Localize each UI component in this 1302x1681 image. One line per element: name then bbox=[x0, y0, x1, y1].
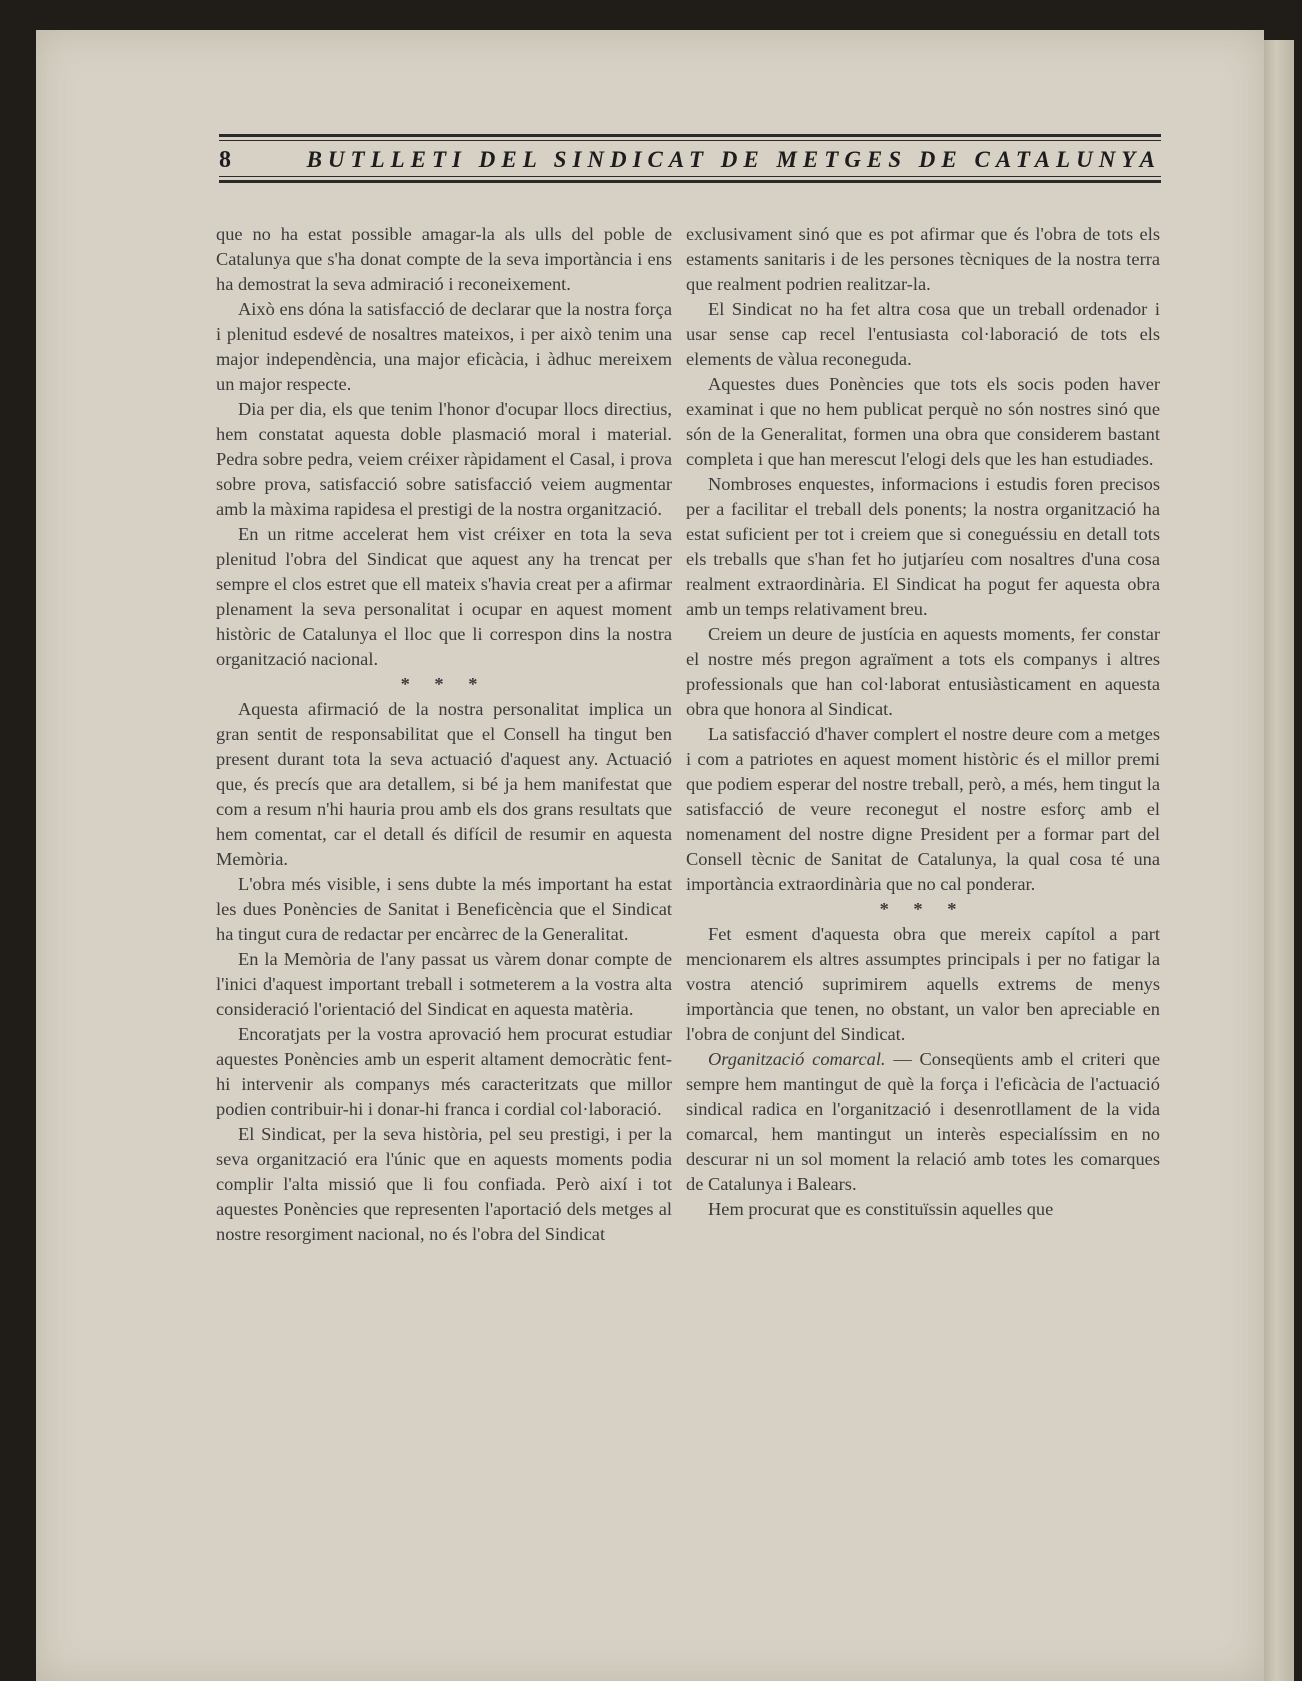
paragraph: Aquesta afirmació de la nostra personalitat implica un gran sentit de responsabilitat que el Consell ha tingut ben present durant tota la seva actuació d'aquest any. Actuació que, és precís que ara detallem, si bé ja hem manifestat que com a resum n'hi hauria prou amb els dos grans resultats que hem comentat, car el detall és difícil de resumir en aquesta Memòria. bbox=[216, 699, 672, 869]
section-separator: * * * bbox=[400, 674, 488, 694]
running-title: BUTLLETI DEL SINDICAT DE METGES DE CATALUNYA bbox=[306, 147, 1161, 172]
paragraph: Nombroses enquestes, informacions i estudis foren precisos per a facilitar el treball dels ponents; la nostra organització ha estat suficient per tot i creiem que si coneguéssiu en detall tots els treballs que s'han fet ho jutjaríeu com nosaltres d'una cosa realment extraordinària. El Sindicat ha pogut fer aquesta obra amb un temps relativament breu. bbox=[686, 474, 1160, 619]
section-paragraph bbox=[686, 1047, 1160, 1197]
paragraph: que no ha estat possible amagar-la als ulls del poble de Catalunya que s'ha donat compte de la seva importància i ens ha demostrat la seva admiració i reconeixement. bbox=[216, 224, 672, 294]
paragraph: Això ens dóna la satisfacció de declarar que la nostra força i plenitud esdevé de nosaltres mateixos, i per això tenim una major independència, una major eficàcia, i àdhuc mereixem un major respecte. bbox=[216, 299, 672, 394]
paragraph: Fet esment d'aquesta obra que mereix capítol a part mencionarem els altres assumptes principals i per no fatigar la vostra atenció suprimirem aquells extrems de menys importància que tenen, no obstant, un valor ben apreciable en l'obra de conjunt del Sindicat. bbox=[686, 924, 1160, 1044]
paragraph: En un ritme accelerat hem vist créixer en tota la seva plenitud l'obra del Sindicat que aquest any ha trencat per sempre el clos estret que ell mateix s'havia creat per a afirmar plenament la seva personalitat i ocupar en aquest moment històric de Catalunya el lloc que li correspon dins la nostra organització nacional. bbox=[216, 524, 672, 669]
page-number: 8 bbox=[219, 146, 231, 173]
paragraph: La satisfacció d'haver complert el nostre deure com a metges i com a patriotes en aquest moment històric és el millor premi que podiem esperar del nostre treball, però, a més, hem tingut la satisfacció de veure reconegut el nostre esforç amb el nomenament del nostre digne President per a formar part del Consell tècnic de Sanitat de Catalunya, la qual cosa té una importància extraordinària que no cal ponderar. bbox=[686, 724, 1160, 894]
paragraph: Encoratjats per la vostra aprovació hem procurat estudiar aquestes Ponències amb un esperit altament democràtic fent-hi intervenir als companys més caracteritzats que millor podien contribuir-hi i donar-hi franca i cordial col·laboració. bbox=[216, 1024, 672, 1119]
paragraph: Hem procurat que es constituïssin aquelles que bbox=[708, 1199, 1054, 1219]
paragraph: Dia per dia, els que tenim l'honor d'ocupar llocs directius, hem constatat aquesta doble plasmació moral i material. Pedra sobre pedra, veiem créixer ràpidament el Casal, i prova sobre prova, satisfacció sobre satisfacció veiem augmentar amb la màxima rapidesa el prestigi de la nostra organització. bbox=[216, 399, 672, 519]
paragraph: En la Memòria de l'any passat us vàrem donar compte de l'inici d'aquest important treball i sotmeterem a la vostra alta consideració l'orientació del Sindicat en aquesta matèria. bbox=[216, 949, 672, 1019]
left-column bbox=[216, 222, 672, 1247]
section-text: — Conseqüents amb el criteri que sempre hem mantingut de què la força i l'eficàcia de l'actuació sindical radica en l'organització i desenrotllament de la vida comarcal, hem mantingut un interès especialíssim en no descurar ni un sol moment la relació amb totes les comarques de Catalunya i Balears. bbox=[686, 1049, 1161, 1194]
section-separator: * * * bbox=[879, 899, 967, 919]
paragraph: Creiem un deure de justícia en aquests moments, fer constar el nostre més pregon agraïment a tots els companys i altres professionals que han col·laborat entusiàsticament en aquesta obra que honora al Sindicat. bbox=[686, 624, 1160, 719]
right-column bbox=[686, 222, 1160, 1222]
running-header bbox=[219, 145, 1161, 175]
section-heading: Organització comarcal. bbox=[708, 1049, 886, 1069]
paragraph: exclusivament sinó que es pot afirmar que és l'obra de tots els estaments sanitaris i de les persones tècniques de la nostra terra que realment podrien realitzar-la. bbox=[686, 224, 1160, 294]
next-page-edge bbox=[1264, 40, 1294, 1681]
paragraph: L'obra més visible, i sens dubte la més important ha estat les dues Ponències de Sanitat i Beneficència que el Sindicat ha tingut cura de redactar per encàrrec de la Generalitat. bbox=[216, 874, 672, 944]
paragraph: El Sindicat, per la seva història, pel seu prestigi, i per la seva organització era l'únic que en aquests moments podia complir l'alta missió que li fou confiada. Però així i tot aquestes Ponències que representen l'aportació dels metges al nostre resorgiment nacional, no és l'obra del Sindicat bbox=[216, 1124, 672, 1244]
paragraph: Aquestes dues Ponències que tots els socis poden haver examinat i que no hem publicat perquè no són nostres sinó que són de la Generalitat, formen una obra que considerem bastant completa i que han merescut l'elogi dels que les han estudiades. bbox=[686, 374, 1160, 469]
paragraph: El Sindicat no ha fet altra cosa que un treball ordenador i usar sense cap recel l'entusiasta col·laboració de tots els elements de vàlua reconeguda. bbox=[686, 299, 1160, 369]
header-rule-top bbox=[219, 134, 1161, 141]
header-rule-bottom bbox=[219, 176, 1161, 183]
